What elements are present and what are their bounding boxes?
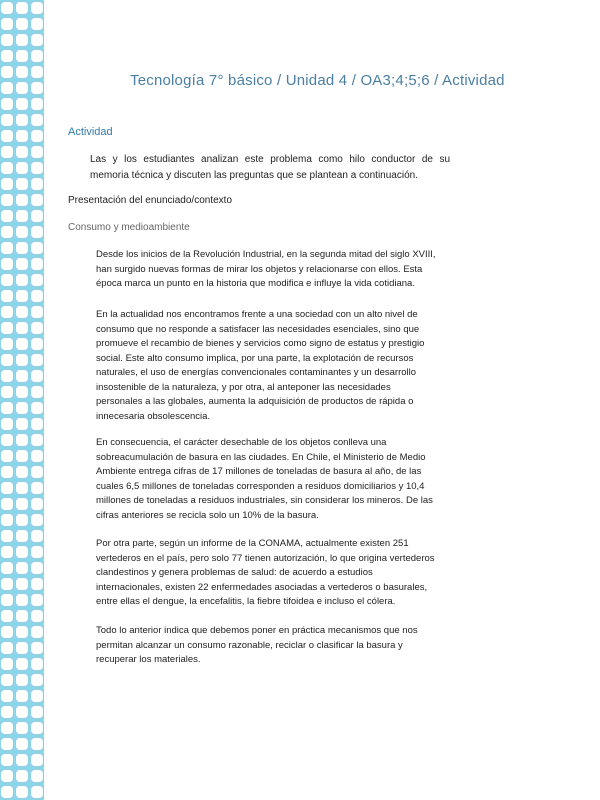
decorative-dot <box>16 738 28 750</box>
decorative-dot <box>31 434 43 446</box>
decorative-dot <box>16 194 28 206</box>
decorative-dot <box>1 610 13 622</box>
decorative-dot <box>1 674 13 686</box>
intro-paragraph: Las y los estudiantes analizan este problema como hilo conductor de su memoria técnica y discuten las preguntas que se plantean a continuación. <box>90 154 450 181</box>
decorative-dot <box>16 754 28 766</box>
decorative-dot <box>1 482 13 494</box>
decorative-dot <box>1 354 13 366</box>
page-title: Tecnología 7° básico / Unidad 4 / OA3;4;5;6 / Actividad <box>130 72 505 89</box>
decorative-dot <box>31 338 43 350</box>
decorative-dot <box>1 770 13 782</box>
decorative-dot <box>1 274 13 286</box>
decorative-dot <box>31 626 43 638</box>
decorative-dot <box>16 162 28 174</box>
decorative-dot <box>31 18 43 30</box>
decorative-dot <box>16 562 28 574</box>
decorative-dot <box>31 498 43 510</box>
body-paragraph-2: En la actualidad nos encontramos frente a una sociedad con un alto nivel de consumo que no responde a satisfacer las necesidades esenciales, sino que promueve el recambio de bienes y servicios como signo de estatus y prestigio social. Este alto consumo implica, por una parte, la explotación de recursos naturales, el uso de energías convencionales contaminantes y un desarrollo insostenible de la naturaleza, y por otra, al anteponer las necesidades personales a las globales, aumenta la adquisición de productos de rápida o innecesaria obsolescencia. <box>96 309 425 422</box>
decorative-dot <box>1 642 13 654</box>
decorative-dot <box>31 706 43 718</box>
decorative-dot <box>16 530 28 542</box>
decorative-dot <box>1 546 13 558</box>
decorative-dot <box>16 114 28 126</box>
decorative-dot <box>1 194 13 206</box>
topic-heading: Consumo y medioambiente <box>68 222 190 233</box>
decorative-dot <box>31 226 43 238</box>
decorative-dot <box>16 578 28 590</box>
decorative-dot <box>31 210 43 222</box>
decorative-dot <box>16 722 28 734</box>
decorative-dot <box>31 770 43 782</box>
decorative-dot <box>1 786 13 798</box>
decorative-dot <box>31 130 43 142</box>
decorative-dot <box>1 658 13 670</box>
decorative-dot <box>31 690 43 702</box>
decorative-dot <box>31 594 43 606</box>
decorative-dot <box>16 258 28 270</box>
decorative-dot <box>31 194 43 206</box>
decorative-dot <box>31 162 43 174</box>
decorative-dot <box>1 114 13 126</box>
decorative-dot <box>16 386 28 398</box>
section-label: Actividad <box>68 126 113 138</box>
decorative-dot <box>16 34 28 46</box>
decorative-dot <box>1 434 13 446</box>
decorative-dot <box>16 466 28 478</box>
decorative-dot <box>1 402 13 414</box>
decorative-dot <box>1 754 13 766</box>
decorative-dot <box>31 546 43 558</box>
decorative-dot <box>16 498 28 510</box>
body-paragraph-5: Todo lo anterior indica que debemos poner en práctica mecanismos que nos permitan alcanzar un consumo razonable, reciclar o clasificar la basura y recuperar los materiales. <box>96 625 418 665</box>
decorative-dot <box>1 306 13 318</box>
decorative-dot <box>16 402 28 414</box>
decorative-dot <box>16 610 28 622</box>
decorative-dot <box>31 610 43 622</box>
decorative-dot <box>1 242 13 254</box>
decorative-dot <box>1 706 13 718</box>
decorative-dot <box>31 402 43 414</box>
decorative-dot <box>1 210 13 222</box>
decorative-dot <box>16 18 28 30</box>
decorative-dot <box>31 722 43 734</box>
decorative-dot <box>16 786 28 798</box>
decorative-dot <box>1 466 13 478</box>
body-paragraph-4: Por otra parte, según un informe de la CONAMA, actualmente existen 251 vertederos en el país, pero solo 77 tienen autorización, lo que origina vertederos clandestinos y genera problemas de salud: de acuerdo a estudios internacionales, existen 22 enfermedades asociadas a vertederos o basurales, entre ellas el dengue, la encefalitis, la fiebre tifoidea e incluso el cólera. <box>96 538 435 607</box>
decorative-dot <box>16 482 28 494</box>
decorative-dot <box>1 530 13 542</box>
decorative-dot <box>31 466 43 478</box>
decorative-dot <box>31 258 43 270</box>
decorative-dot <box>16 242 28 254</box>
decorative-dot <box>31 786 43 798</box>
decorative-dot <box>16 706 28 718</box>
decorative-dot <box>16 210 28 222</box>
decorative-dot <box>1 594 13 606</box>
decorative-dot <box>16 338 28 350</box>
decorative-dot <box>31 34 43 46</box>
decorative-dot <box>1 258 13 270</box>
decorative-dot <box>31 530 43 542</box>
decorative-dot <box>1 690 13 702</box>
decorative-dot <box>31 370 43 382</box>
decorative-dot <box>1 146 13 158</box>
decorative-dot <box>31 66 43 78</box>
body-paragraph-1: Desde los inicios de la Revolución Industrial, en la segunda mitad del siglo XVIII, han surgido nuevas formas de mirar los objetos y relacionarse con ellos. Esta época marca un punto en la historia que modifica e influye la vida cotidiana. <box>96 249 436 289</box>
decorative-dot <box>16 322 28 334</box>
decorative-dot <box>31 450 43 462</box>
decorative-dot <box>31 386 43 398</box>
decorative-dot <box>16 146 28 158</box>
decorative-dot <box>31 482 43 494</box>
decorative-dot <box>16 274 28 286</box>
decorative-dot <box>16 594 28 606</box>
decorative-dot <box>16 290 28 302</box>
decorative-dot <box>31 98 43 110</box>
decorative-dot <box>16 50 28 62</box>
decorative-dot <box>31 578 43 590</box>
decorative-dot <box>1 450 13 462</box>
decorative-dot <box>1 82 13 94</box>
decorative-dot <box>16 626 28 638</box>
decorative-dot <box>1 2 13 14</box>
decorative-dot <box>1 18 13 30</box>
decorative-dot <box>1 50 13 62</box>
decorative-dot <box>1 562 13 574</box>
decorative-dot <box>31 562 43 574</box>
decorative-dot <box>1 66 13 78</box>
decorative-dot <box>31 306 43 318</box>
decorative-dot <box>1 98 13 110</box>
decorative-dot <box>31 354 43 366</box>
decorative-dot <box>1 498 13 510</box>
decorative-dot <box>31 274 43 286</box>
decorative-dot <box>16 546 28 558</box>
decorative-dot <box>31 290 43 302</box>
decorative-dot <box>31 242 43 254</box>
decorative-dot <box>31 418 43 430</box>
decorative-dot <box>31 514 43 526</box>
decorative-dot <box>1 370 13 382</box>
decorative-dot <box>16 418 28 430</box>
decorative-dot <box>1 34 13 46</box>
decorative-dot <box>31 738 43 750</box>
decorative-dot <box>1 418 13 430</box>
decorative-dot <box>16 130 28 142</box>
decorative-dot <box>16 306 28 318</box>
decorative-dot <box>1 514 13 526</box>
decorative-dot <box>16 658 28 670</box>
decorative-dot <box>1 226 13 238</box>
decorative-dot <box>1 722 13 734</box>
decorative-dot <box>16 354 28 366</box>
decorative-dot <box>31 50 43 62</box>
decorative-dot <box>1 338 13 350</box>
decorative-dot <box>16 642 28 654</box>
decorative-dot <box>1 162 13 174</box>
decorative-dot <box>16 66 28 78</box>
decorative-dot <box>16 98 28 110</box>
decorative-dot <box>16 2 28 14</box>
decorative-dot <box>16 82 28 94</box>
decorative-dot <box>16 226 28 238</box>
decorative-dot <box>16 690 28 702</box>
decorative-side-strip <box>0 0 44 800</box>
decorative-dot <box>31 642 43 654</box>
body-paragraph-3: En consecuencia, el carácter desechable de los objetos conlleva una sobreacumulación de basura en las ciudades. En Chile, el Ministerio de Medio Ambiente entrega cifras de 17 millones de toneladas de basura al año, de las cuales 6,5 millones de toneladas corresponden a residuos domiciliarios y 10,4 millones de toneladas a residuos industriales, sin considerar los mineros. De las cifras anteriores se recicla solo un 10% de la basura. <box>96 437 433 521</box>
decorative-dot <box>31 658 43 670</box>
decorative-dot <box>1 130 13 142</box>
decorative-dot <box>16 178 28 190</box>
decorative-dot <box>16 434 28 446</box>
decorative-dot <box>1 290 13 302</box>
decorative-dot <box>1 322 13 334</box>
decorative-dot <box>31 322 43 334</box>
decorative-dot <box>1 738 13 750</box>
decorative-dot <box>1 578 13 590</box>
decorative-dot <box>16 450 28 462</box>
decorative-dot <box>31 674 43 686</box>
decorative-dot <box>31 114 43 126</box>
decorative-dot <box>1 178 13 190</box>
decorative-dot <box>16 370 28 382</box>
decorative-dot <box>31 2 43 14</box>
decorative-dot <box>31 146 43 158</box>
decorative-dot <box>16 514 28 526</box>
decorative-dot <box>31 754 43 766</box>
decorative-dot <box>31 178 43 190</box>
decorative-dot <box>1 386 13 398</box>
decorative-dot <box>16 674 28 686</box>
presentation-heading: Presentación del enunciado/contexto <box>68 195 233 206</box>
decorative-dot <box>31 82 43 94</box>
decorative-dot <box>16 770 28 782</box>
decorative-dot <box>1 626 13 638</box>
